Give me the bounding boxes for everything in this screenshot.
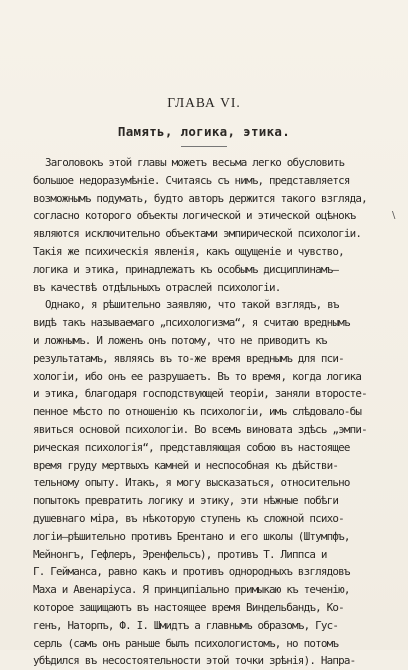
text-line: логіи—рѣшительно противъ Брентано и его школы (Штумпфъ, xyxy=(33,529,350,543)
title-rule xyxy=(181,146,227,147)
text-line: и ложнымъ. И ложенъ онъ потому, что не приводитъ къ xyxy=(33,333,327,347)
text-line: являются исключительно объектами эмпирической психологіи. xyxy=(33,227,362,241)
text-line: Маха и Авенаріуса. Я принципіально примыкаю къ теченію, xyxy=(33,583,350,597)
text-line: видѣ такъ называемаго „психологизма“, я считаю вреднымъ xyxy=(33,316,350,330)
text-line: и этика, благодаря господствующей теоріи, заняли второсте- xyxy=(33,387,367,401)
text-line: возможнымъ подумать, будто авторъ держится такого взгляда, xyxy=(33,191,367,205)
chapter-subtitle: Память, логика, этика. xyxy=(117,124,291,139)
text-line: Г. Гейманса, равно какъ и противъ однородныхъ взглядовъ xyxy=(33,565,350,579)
text-line: Мейнонгъ, Гефлеръ, Эренфельсъ), противъ Т. Липпса и xyxy=(33,547,327,561)
text-line: въ качествѣ отдѣльныхъ отраслей психологіи. xyxy=(33,280,281,294)
text-line: результатамъ, являясь въ то-же время вреднымъ для пси- xyxy=(33,351,344,365)
chapter-heading: ГЛАВА VI. xyxy=(167,95,241,110)
text-line: рическая психологія“, представляющая собою въ настоящее xyxy=(33,440,350,454)
text-line: попытокъ превратить логику и этику, эти нѣжные побѣги xyxy=(33,494,339,508)
margin-mark: \ xyxy=(392,210,396,221)
text-line: генъ, Наторпъ, Ф. І. Шмидтъ а главнымъ образомъ, Гус- xyxy=(33,618,339,632)
text-line: согласно которого объекты логической и этической оцѣнокъ xyxy=(33,209,356,223)
text-line: Такія же психическія явленія, какъ ощущеніе и чувство, xyxy=(33,244,344,258)
body-text xyxy=(33,154,383,670)
text-line: пенное мѣсто по отношенію къ психологіи, имъ слѣдовало-бы xyxy=(33,405,362,419)
text-line: серль (самъ онъ раньше былъ психологистомъ, но потомъ xyxy=(33,636,339,650)
text-line: явиться основой психологіи. Во всемъ виновата здѣсь „эмпи- xyxy=(33,422,367,436)
text-line: большое недоразумѣніе. Считаясь съ нимъ, представляется xyxy=(33,173,350,187)
text-line: которое защищаютъ въ настоящее время Виндельбандъ, Ко- xyxy=(33,600,344,614)
text-line: убѣдился въ несостоятельности этой точки зрѣнія). Напра- xyxy=(33,654,356,668)
text-line: логика и этика, принадлежатъ къ особымъ дисциплинамъ— xyxy=(33,262,339,276)
text-line: время груду мертвыхъ камней и неспособная къ дѣйстви- xyxy=(33,458,339,472)
text-line: Заголовокъ этой главы можетъ весьма легко обусловить xyxy=(45,156,345,169)
text-line: Однако, я рѣшительно заявляю, что такой взглядъ, въ xyxy=(45,298,339,312)
text-line: тельному опыту. Итакъ, я могу высказаться, относительно xyxy=(33,476,350,490)
text-line: хологіи, ибо онъ ее разрушаетъ. Въ то время, когда логика xyxy=(33,369,362,383)
text-line: душевнаго міра, въ нѣкоторую ступень къ сложной психо- xyxy=(33,511,344,525)
